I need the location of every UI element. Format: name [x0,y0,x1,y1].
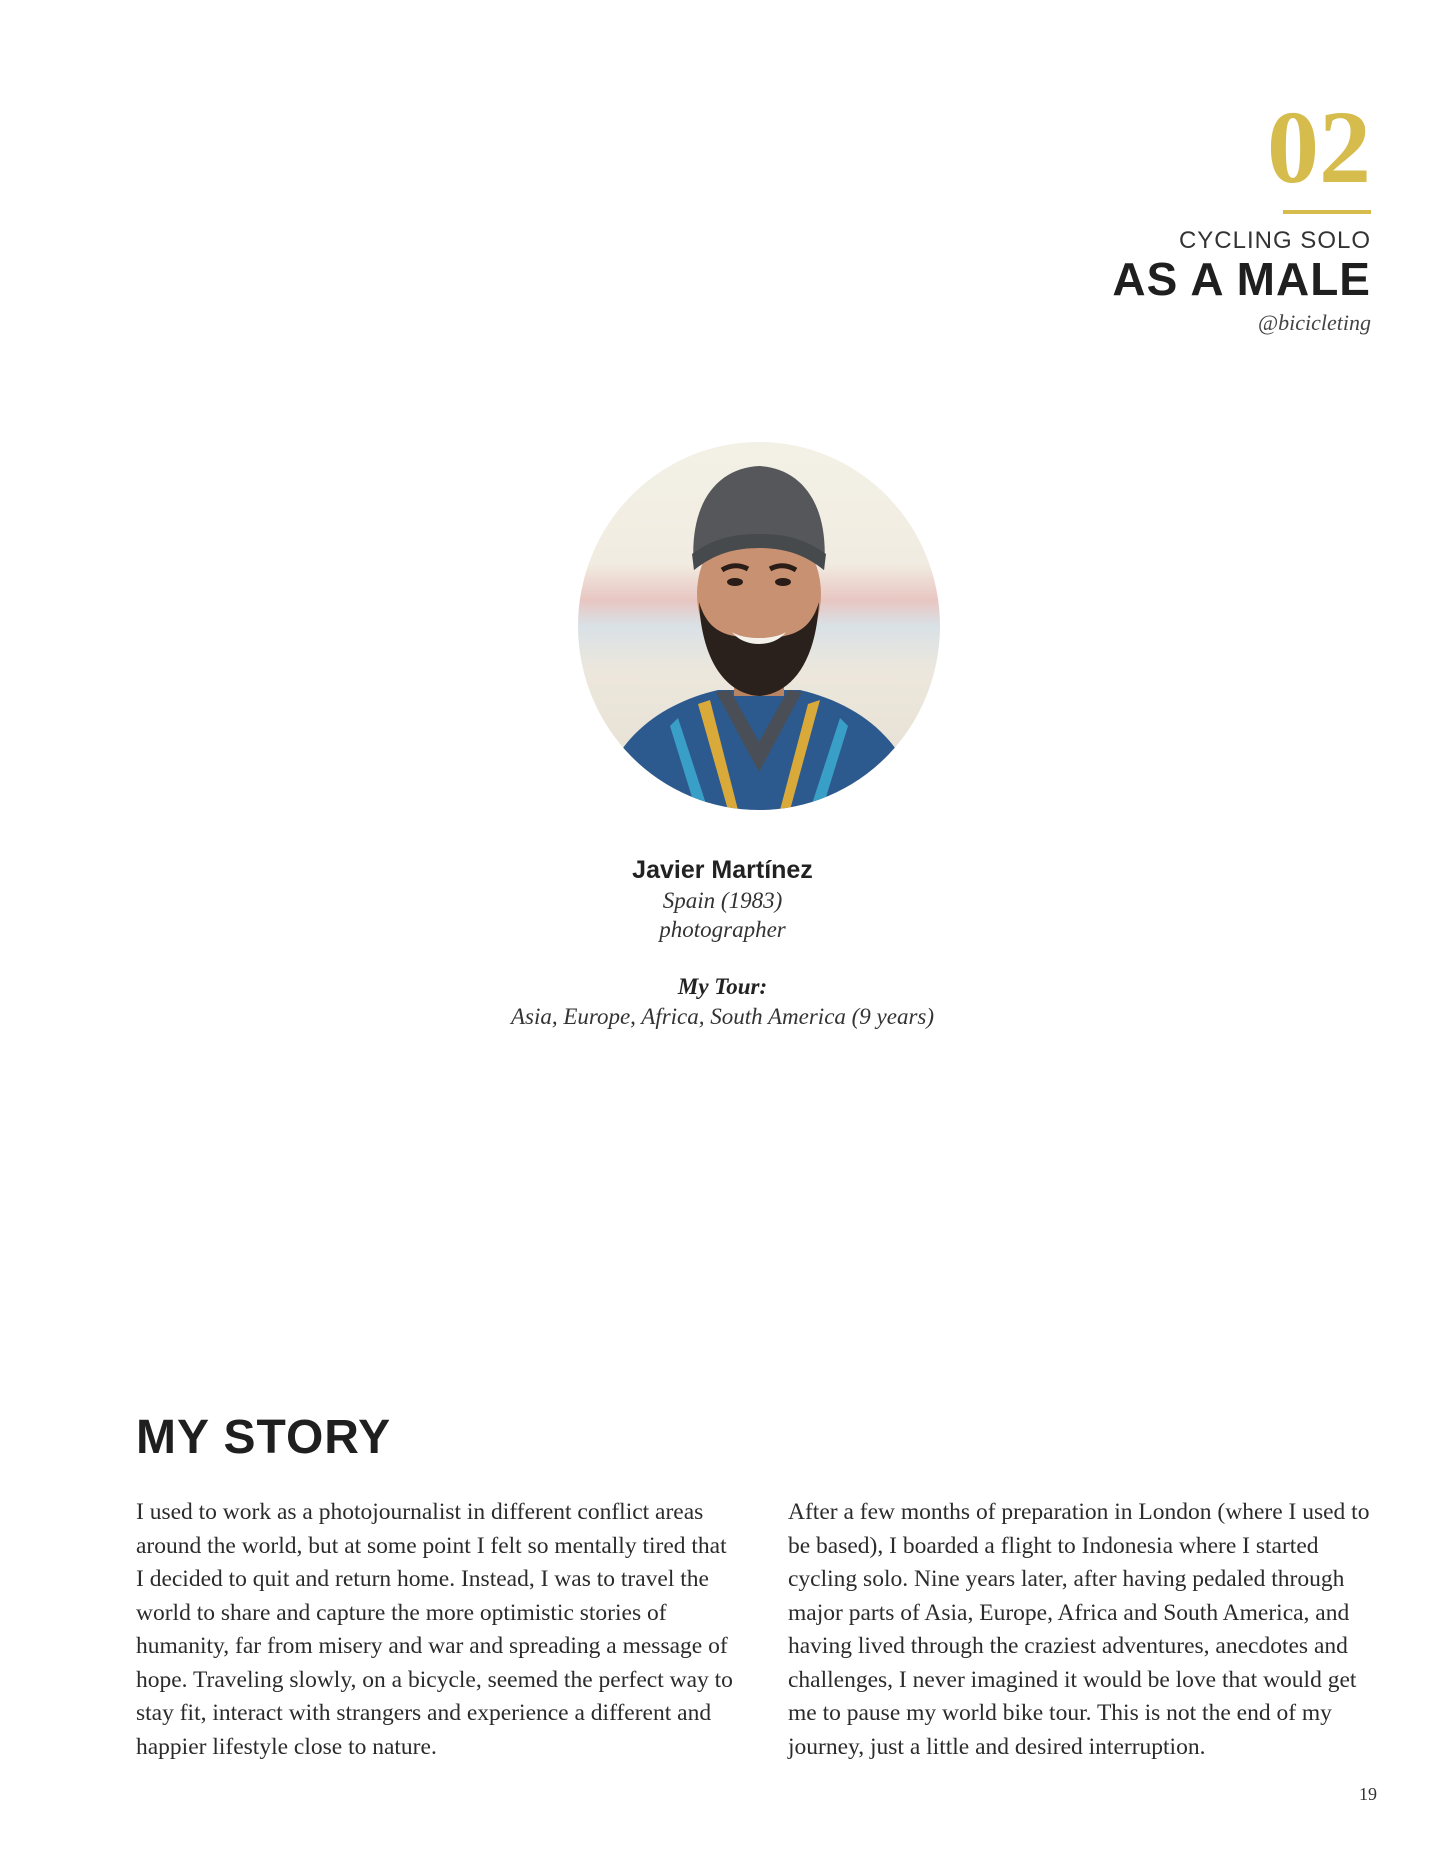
chapter-number: 02 [1267,90,1371,205]
profile-origin: Spain (1983) [662,888,783,913]
profile-occupation: photographer [659,917,786,942]
page-number: 19 [1359,1784,1377,1804]
story-paragraph-left: I used to work as a photojournalist in different conflict areas around the world, but at some point I felt so mentally tired that I decided to quit and return home. Instead, I was to travel the world to share and capture the more optimistic stories of humanity, far from misery and war and spreading a message of hope. Traveling slowly, on a bicycle, seemed the perfect way to stay fit, interact with strangers and experience a different and happier lifestyle close to nature. [136,1499,733,1760]
story-heading: MY STORY [136,1411,392,1464]
profile-name: Javier Martínez [632,856,813,884]
story-paragraph-right: After a few months of preparation in London (where I used to be based), I boarded a flight to Indonesia where I started cycling solo. Nine years later, after having pedaled through major parts of Asia, Europe, Africa and South America, and having lived through the craziest adventures, anecdotes and challenges, I never imagined it would be love that would get me to pause my world bike tour. This is not the end of my journey, just a little and desired interruption. [788,1499,1370,1760]
chapter-header [771,90,1371,336]
profile-info [0,854,1445,1032]
chapter-title: AS A MALE [1112,253,1371,305]
chapter-kicker: CYCLING SOLO [1178,227,1371,254]
tour-label: My Tour: [677,974,768,999]
chapter-rule [1283,210,1371,214]
tour-value: Asia, Europe, Africa, South America (9 years) [510,1004,935,1029]
chapter-handle: @bicicleting [1257,310,1371,335]
portrait-photo [578,442,940,810]
